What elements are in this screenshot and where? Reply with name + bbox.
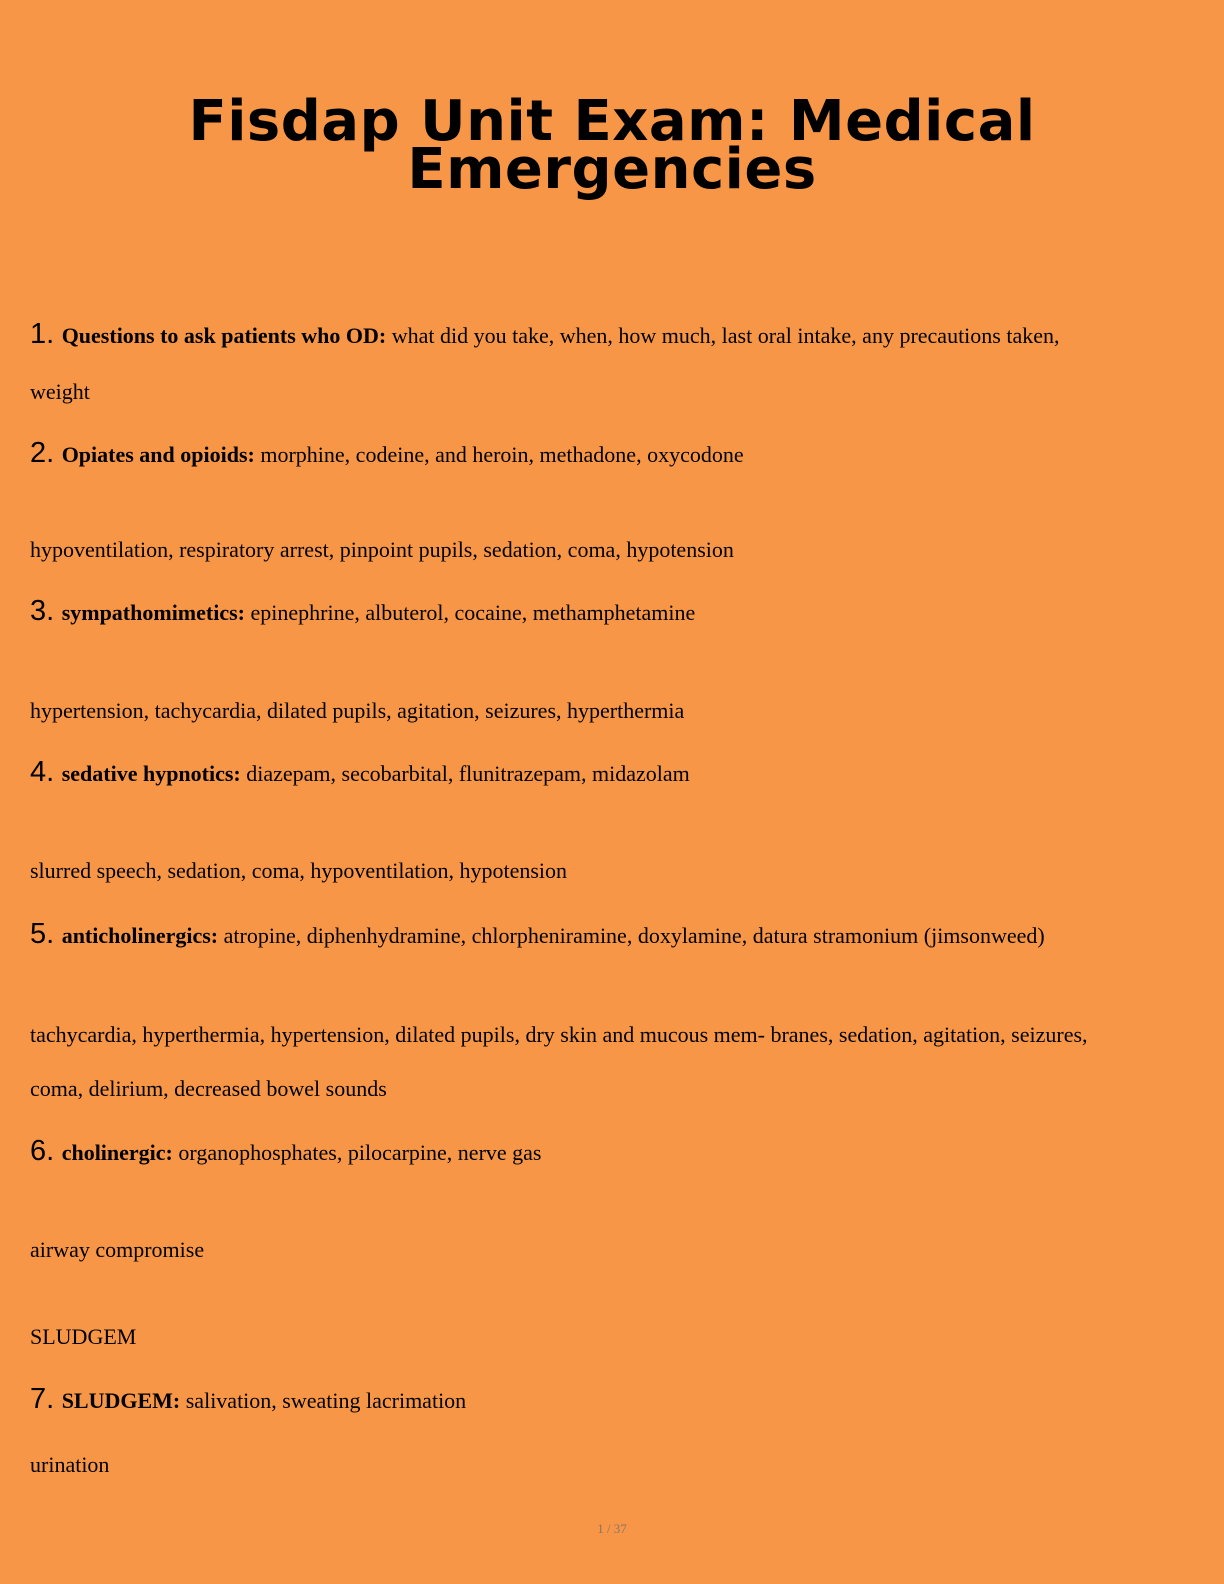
item-number: 2. xyxy=(30,437,55,469)
flashcard-item-5 xyxy=(30,919,1045,951)
item-number: 7. xyxy=(30,1383,55,1415)
page-indicator: 1 / 37 xyxy=(597,1521,627,1536)
item-term: SLUDGEM: xyxy=(61,1388,181,1413)
flashcard-item-6 xyxy=(30,1136,542,1168)
item-number: 6. xyxy=(30,1135,55,1167)
item-definition: diazepam, secobarbital, flunitrazepam, midazolam xyxy=(246,761,690,786)
item-number: 4. xyxy=(30,756,55,788)
flashcard-item-3 xyxy=(30,596,695,628)
item-4-effects: slurred speech, sedation, coma, hypoventilation, hypotension xyxy=(30,858,568,883)
item-1-continuation: weight xyxy=(30,379,90,404)
flashcard-item-4 xyxy=(30,757,690,789)
item-definition: what did you take, when, how much, last oral intake, any precautions taken, xyxy=(391,323,1060,348)
flashcard-item-7 xyxy=(30,1384,466,1416)
title-line-1: Fisdap Unit Exam: Medical xyxy=(188,89,1036,154)
item-term: anticholinergics: xyxy=(61,923,219,948)
item-2-effects: hypoventilation, respiratory arrest, pinpoint pupils, sedation, coma, hypotension xyxy=(30,537,734,562)
item-term: Opiates and opioids: xyxy=(61,442,255,467)
item-3-effects: hypertension, tachycardia, dilated pupils, agitation, seizures, hyperthermia xyxy=(30,698,685,723)
document-title xyxy=(0,89,1224,202)
item-definition: morphine, codeine, and heroin, methadone, oxycodone xyxy=(260,442,744,467)
item-definition: epinephrine, albuterol, cocaine, methamphetamine xyxy=(250,600,696,625)
item-5-effects-continued: coma, delirium, decreased bowel sounds xyxy=(30,1076,387,1101)
item-definition: salivation, sweating lacrimation xyxy=(185,1388,467,1413)
item-number: 3. xyxy=(30,595,55,627)
item-6-effects: airway compromise xyxy=(30,1237,205,1262)
flashcard-item-1 xyxy=(30,319,1060,351)
item-term: sympathomimetics: xyxy=(61,600,245,625)
item-5-effects: tachycardia, hyperthermia, hypertension, dilated pupils, dry skin and mucous mem- branes, sedation, agitation, seizures, xyxy=(30,1022,1088,1047)
flashcard-item-2 xyxy=(30,438,744,470)
item-7-continuation: urination xyxy=(30,1452,110,1477)
item-6-mnemonic: SLUDGEM xyxy=(30,1324,137,1349)
item-term: Questions to ask patients who OD: xyxy=(61,323,387,348)
item-definition: organophosphates, pilocarpine, nerve gas xyxy=(178,1140,542,1165)
item-term: cholinergic: xyxy=(61,1140,173,1165)
item-number: 1. xyxy=(30,318,55,350)
title-line-2: Emergencies xyxy=(407,137,817,202)
item-definition: atropine, diphenhydramine, chlorpheniramine, doxylamine, datura stramonium (jimsonweed) xyxy=(223,923,1045,948)
item-number: 5. xyxy=(30,918,55,950)
item-term: sedative hypnotics: xyxy=(61,761,241,786)
